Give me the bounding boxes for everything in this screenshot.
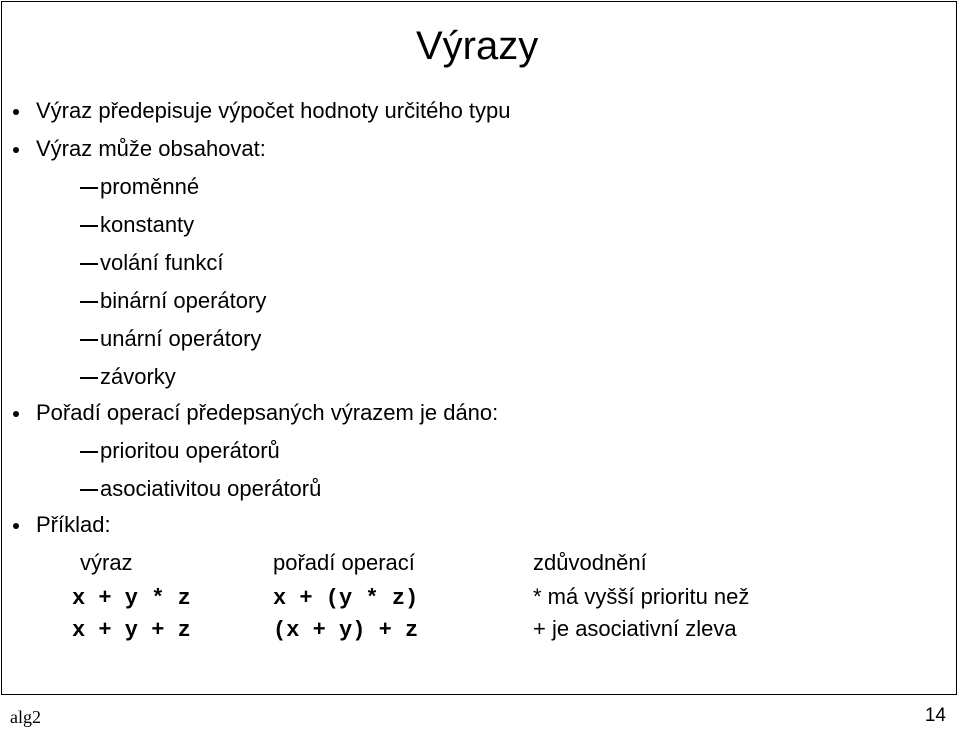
bullet-icon bbox=[13, 109, 19, 115]
slide bbox=[1, 1, 957, 695]
sub-item: asociativitou operátorů bbox=[100, 476, 322, 501]
bullet-text: Příklad: bbox=[36, 512, 111, 537]
dash-icon bbox=[80, 377, 98, 379]
example-header-reason: zdůvodnění bbox=[533, 550, 647, 575]
bullet-icon bbox=[13, 523, 19, 529]
dash-icon bbox=[80, 339, 98, 341]
dash-icon bbox=[80, 187, 98, 189]
sub-item: binární operátory bbox=[100, 288, 267, 313]
bullet-icon bbox=[13, 411, 19, 417]
sub-item: proměnné bbox=[100, 174, 200, 199]
dash-icon bbox=[80, 263, 98, 265]
bullet-text: Výraz předepisuje výpočet hodnoty určitého typu bbox=[36, 98, 511, 123]
example-expr: x + y * z bbox=[72, 586, 191, 611]
bullet-icon bbox=[13, 147, 19, 153]
example-header-expr: výraz bbox=[80, 550, 133, 575]
sub-item: volání funkcí bbox=[100, 250, 224, 275]
sub-item: závorky bbox=[100, 364, 176, 389]
example-reason: * má vyšší prioritu než bbox=[533, 584, 750, 609]
dash-icon bbox=[80, 451, 98, 453]
footer-page-number: 14 bbox=[924, 705, 946, 726]
bullet-text: Výraz může obsahovat: bbox=[36, 136, 266, 161]
bullet-text: Pořadí operací předepsaných výrazem je dáno: bbox=[36, 400, 499, 425]
sub-item: konstanty bbox=[100, 212, 195, 237]
example-order: (x + y) + z bbox=[273, 618, 419, 643]
dash-icon bbox=[80, 225, 98, 227]
example-header-order: pořadí operací bbox=[273, 550, 415, 575]
footer-course: alg2 bbox=[10, 707, 41, 727]
example-expr: x + y + z bbox=[72, 618, 191, 643]
example-reason: + je asociativní zleva bbox=[533, 616, 737, 641]
slide-title: Výrazy bbox=[416, 24, 539, 68]
dash-icon bbox=[80, 489, 98, 491]
sub-item: prioritou operátorů bbox=[100, 438, 280, 463]
sub-item: unární operátory bbox=[100, 326, 262, 351]
example-order: x + (y * z) bbox=[273, 586, 419, 611]
dash-icon bbox=[80, 301, 98, 303]
